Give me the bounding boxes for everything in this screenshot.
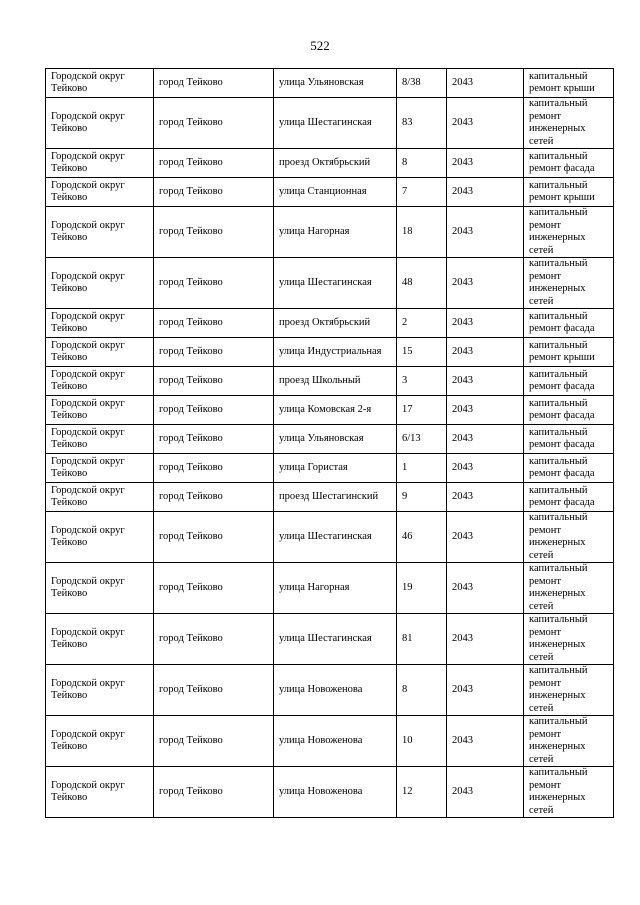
street-cell: улица Шестагинская [274,98,397,149]
table-row [46,367,614,396]
city-cell: город Тейково [154,483,274,512]
city-cell: город Тейково [154,512,274,563]
street-cell: улица Станционная [274,178,397,207]
okrug-cell: Городской округ Тейково [46,614,154,665]
year-cell: 2043 [447,149,524,178]
work-type-cell: капитальный ремонт инженерных сетей [524,258,614,309]
year-cell: 2043 [447,98,524,149]
table-row [46,512,614,563]
table-row [46,563,614,614]
table-body [46,69,614,818]
house-number-cell: 18 [397,207,447,258]
year-cell: 2043 [447,483,524,512]
okrug-cell: Городской округ Тейково [46,512,154,563]
table-row [46,614,614,665]
year-cell: 2043 [447,716,524,767]
table-row [46,396,614,425]
work-type-cell: капитальный ремонт крыши [524,178,614,207]
house-number-cell: 8 [397,665,447,716]
table-row [46,98,614,149]
street-cell: улица Шестагинская [274,258,397,309]
street-cell: улица Нагорная [274,563,397,614]
okrug-cell: Городской округ Тейково [46,716,154,767]
work-type-cell: капитальный ремонт инженерных сетей [524,98,614,149]
okrug-cell: Городской округ Тейково [46,309,154,338]
city-cell: город Тейково [154,258,274,309]
city-cell: город Тейково [154,716,274,767]
work-type-cell: капитальный ремонт фасада [524,396,614,425]
street-cell: проезд Шестагинский [274,483,397,512]
street-cell: улица Ульяновская [274,69,397,98]
house-number-cell: 12 [397,767,447,818]
year-cell: 2043 [447,258,524,309]
work-type-cell: капитальный ремонт фасада [524,483,614,512]
okrug-cell: Городской округ Тейково [46,338,154,367]
street-cell: улица Нагорная [274,207,397,258]
house-number-cell: 8 [397,149,447,178]
repair-schedule-table [45,68,614,818]
house-number-cell: 8/38 [397,69,447,98]
okrug-cell: Городской округ Тейково [46,396,154,425]
house-number-cell: 7 [397,178,447,207]
okrug-cell: Городской округ Тейково [46,69,154,98]
year-cell: 2043 [447,665,524,716]
street-cell: проезд Октябрьский [274,309,397,338]
street-cell: улица Шестагинская [274,512,397,563]
city-cell: город Тейково [154,98,274,149]
street-cell: улица Новоженова [274,665,397,716]
year-cell: 2043 [447,767,524,818]
table-row [46,178,614,207]
street-cell: улица Индустриальная [274,338,397,367]
okrug-cell: Городской округ Тейково [46,178,154,207]
year-cell: 2043 [447,309,524,338]
house-number-cell: 6/13 [397,425,447,454]
year-cell: 2043 [447,178,524,207]
work-type-cell: капитальный ремонт инженерных сетей [524,665,614,716]
city-cell: город Тейково [154,665,274,716]
street-cell: улица Гористая [274,454,397,483]
okrug-cell: Городской округ Тейково [46,483,154,512]
okrug-cell: Городской округ Тейково [46,98,154,149]
table-row [46,258,614,309]
work-type-cell: капитальный ремонт инженерных сетей [524,614,614,665]
street-cell: улица Новоженова [274,767,397,818]
table-row [46,716,614,767]
okrug-cell: Городской округ Тейково [46,454,154,483]
work-type-cell: капитальный ремонт инженерных сетей [524,716,614,767]
year-cell: 2043 [447,69,524,98]
okrug-cell: Городской округ Тейково [46,258,154,309]
table-row [46,665,614,716]
year-cell: 2043 [447,207,524,258]
okrug-cell: Городской округ Тейково [46,665,154,716]
work-type-cell: капитальный ремонт инженерных сетей [524,563,614,614]
house-number-cell: 9 [397,483,447,512]
city-cell: город Тейково [154,338,274,367]
city-cell: город Тейково [154,614,274,665]
street-cell: улица Новоженова [274,716,397,767]
work-type-cell: капитальный ремонт инженерных сетей [524,767,614,818]
work-type-cell: капитальный ремонт крыши [524,338,614,367]
work-type-cell: капитальный ремонт фасада [524,367,614,396]
house-number-cell: 1 [397,454,447,483]
okrug-cell: Городской округ Тейково [46,207,154,258]
city-cell: город Тейково [154,367,274,396]
house-number-cell: 10 [397,716,447,767]
street-cell: проезд Октябрьский [274,149,397,178]
house-number-cell: 2 [397,309,447,338]
table-row [46,454,614,483]
city-cell: город Тейково [154,396,274,425]
okrug-cell: Городской округ Тейково [46,149,154,178]
street-cell: проезд Школьный [274,367,397,396]
year-cell: 2043 [447,614,524,665]
house-number-cell: 3 [397,367,447,396]
city-cell: город Тейково [154,563,274,614]
year-cell: 2043 [447,338,524,367]
work-type-cell: капитальный ремонт фасада [524,309,614,338]
work-type-cell: капитальный ремонт фасада [524,149,614,178]
okrug-cell: Городской округ Тейково [46,367,154,396]
city-cell: город Тейково [154,767,274,818]
year-cell: 2043 [447,367,524,396]
okrug-cell: Городской округ Тейково [46,767,154,818]
table-row [46,425,614,454]
city-cell: город Тейково [154,309,274,338]
table-row [46,767,614,818]
city-cell: город Тейково [154,425,274,454]
work-type-cell: капитальный ремонт крыши [524,69,614,98]
page-number: 522 [310,38,330,53]
year-cell: 2043 [447,563,524,614]
work-type-cell: капитальный ремонт фасада [524,425,614,454]
house-number-cell: 15 [397,338,447,367]
table-row [46,483,614,512]
year-cell: 2043 [447,396,524,425]
table-row [46,309,614,338]
house-number-cell: 81 [397,614,447,665]
house-number-cell: 17 [397,396,447,425]
work-type-cell: капитальный ремонт инженерных сетей [524,207,614,258]
house-number-cell: 48 [397,258,447,309]
house-number-cell: 19 [397,563,447,614]
table-row [46,149,614,178]
house-number-cell: 83 [397,98,447,149]
street-cell: улица Комовская 2-я [274,396,397,425]
year-cell: 2043 [447,512,524,563]
okrug-cell: Городской округ Тейково [46,425,154,454]
city-cell: город Тейково [154,454,274,483]
house-number-cell: 46 [397,512,447,563]
city-cell: город Тейково [154,69,274,98]
work-type-cell: капитальный ремонт инженерных сетей [524,512,614,563]
city-cell: город Тейково [154,207,274,258]
table-row [46,207,614,258]
year-cell: 2043 [447,425,524,454]
city-cell: город Тейково [154,178,274,207]
work-type-cell: капитальный ремонт фасада [524,454,614,483]
table-row [46,338,614,367]
city-cell: город Тейково [154,149,274,178]
year-cell: 2043 [447,454,524,483]
okrug-cell: Городской округ Тейково [46,563,154,614]
street-cell: улица Шестагинская [274,614,397,665]
table-row [46,69,614,98]
street-cell: улица Ульяновская [274,425,397,454]
